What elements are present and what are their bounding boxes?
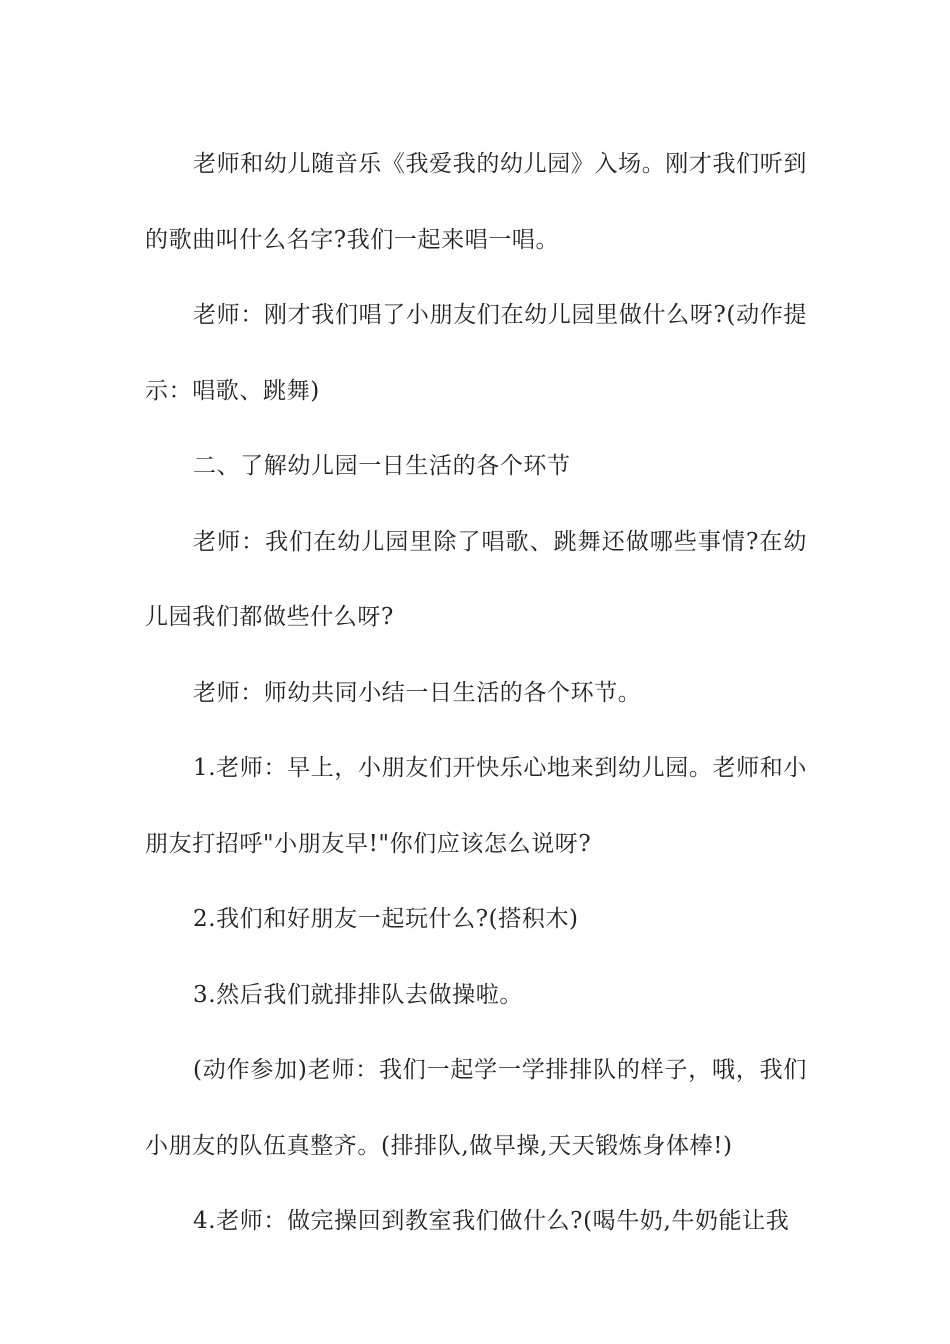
paragraph-entrance: 老师和幼儿随音乐《我爱我的幼儿园》入场。刚才我们听到的歌曲叫什么名字?我们一起来唱一唱。 <box>145 151 807 253</box>
paragraph-line-up: (动作参加)老师：我们一起学一学排排队的样子，哦，我们小朋友的队伍真整齐。(排排队,做早操,天天锻炼身体棒!) <box>145 1057 807 1159</box>
list-item-2: 2.我们和好朋友一起玩什么?(搭积木) <box>193 906 579 932</box>
list-item-3: 3.然后我们就排排队去做操啦。 <box>193 981 523 1008</box>
section-heading: 二、了解幼儿园一日生活的各个环节 <box>193 453 571 479</box>
list-item-1: 1.老师：早上，小朋友们开快乐心地来到幼儿园。老师和小朋友打招呼"小朋友早!"你们应该怎么说呀? <box>145 755 807 857</box>
paragraph-teacher-question: 老师：刚才我们唱了小朋友们在幼儿园里做什么呀?(动作提示：唱歌、跳舞) <box>145 302 807 404</box>
list-item-4: 4.老师：做完操回到教室我们做什么?(喝牛奶,牛奶能让我 <box>193 1208 790 1234</box>
document-body <box>145 127 807 1260</box>
paragraph-teacher-summary: 老师：师幼共同小结一日生活的各个环节。 <box>193 679 642 706</box>
paragraph-teacher-activities: 老师：我们在幼儿园里除了唱歌、跳舞还做哪些事情?在幼儿园我们都做些什么呀? <box>145 528 807 630</box>
